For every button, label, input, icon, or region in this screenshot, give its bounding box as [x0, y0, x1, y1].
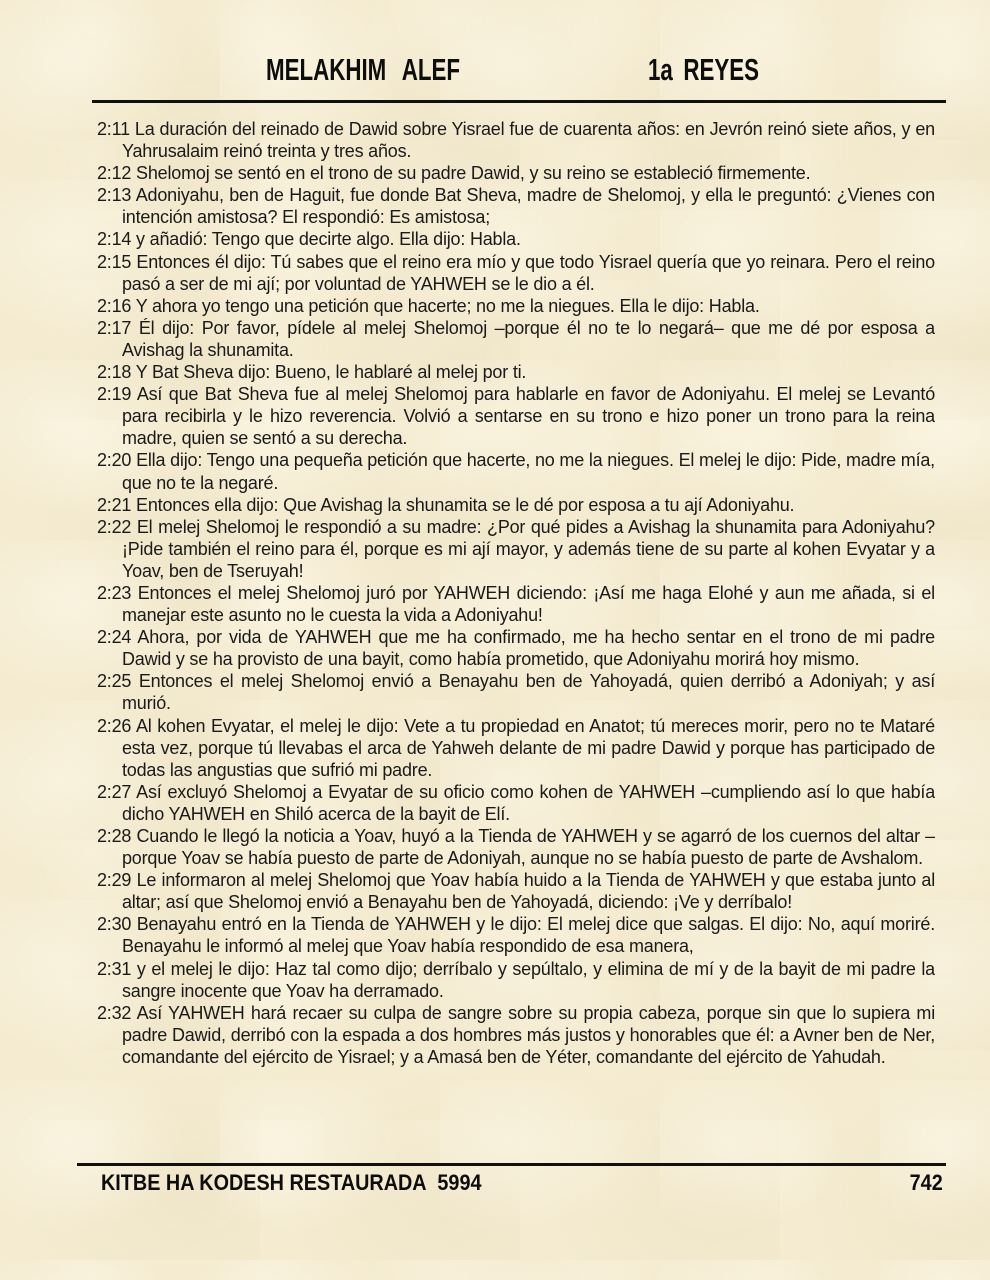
verse [97, 162, 935, 184]
verse-number: 2:15 [97, 251, 132, 272]
verse [97, 582, 935, 626]
verse [97, 361, 935, 383]
verse [97, 118, 935, 162]
footer-year: 5994 [437, 1170, 482, 1195]
verse-text: y añadió: Tengo que decirte algo. Ella dijo: Habla. [136, 229, 521, 250]
verse-number: 2:20 [97, 450, 132, 471]
verse-number: 2:29 [97, 870, 132, 891]
verse-text: Entonces el melej Shelomoj juró por YAHWEH diciendo: ¡Así me haga Elohé y aun me añada, si el manejar este asunto no le cuesta la vida a Adoniyahu! [122, 582, 935, 626]
verse-number: 2:17 [97, 317, 132, 338]
scripture-text [97, 118, 935, 1160]
verse-number: 2:24 [97, 627, 132, 648]
verse-number: 2:13 [97, 185, 132, 206]
verse-number: 2:28 [97, 826, 132, 846]
verse-text: Shelomoj se sentó en el trono de su padre Dawid, y su reino se estableció firmemente. [136, 163, 811, 184]
verse-text: Así que Bat Sheva fue al melej Shelomoj para hablarle en favor de Adoniyahu. El melej se Levantó para recibirla y le hizo reverencia. Volvió a sentarse en su trono e hizo poner un trono para la reina madre, quien se sentó a su derecha. [122, 384, 935, 449]
verse-text: La duración del reinado de Dawid sobre Yisrael fue de cuarenta años: en Jevrón reinó siete años, y en Yahrusalaim reinó treinta y tres años. [122, 119, 935, 162]
verse-number: 2:12 [97, 163, 132, 184]
verse-number: 2:19 [97, 384, 132, 405]
verse-number: 2:14 [97, 229, 132, 250]
verse-number: 2:27 [97, 781, 132, 802]
verse [97, 251, 935, 295]
footer-edition-label: KITBE HA KODESH RESTAURADA [101, 1170, 427, 1195]
verse-text: Entonces el melej Shelomoj envió a Benayahu ben de Yahoyadá, quien derribó a Adoniyah; y así murió. [122, 671, 935, 714]
verse [97, 516, 935, 582]
verse-text: Ahora, por vida de YAHWEH que me ha confirmado, me ha hecho sentar en el trono de mi padre Dawid y se ha provisto de una bayit, como había prometido, que Adoniyahu morirá hoy mismo. [122, 627, 935, 670]
footer-edition [101, 1170, 481, 1196]
verse-number: 2:21 [97, 494, 132, 515]
header-title-spanish: 1a REYES [648, 52, 760, 87]
verse-number: 2:32 [97, 1002, 132, 1023]
header-title-hebrew: MELAKHIM ALEF [266, 52, 460, 87]
verse-text: Ella dijo: Tengo una pequeña petición que hacerte, no me la niegues. El melej le dijo: Pide, madre mía, que no te la negaré. [122, 450, 935, 493]
verse-text: Al kohen Evyatar, el melej le dijo: Vete a tu propiedad en Anatot; tú mereces morir, pero no te Mataré esta vez, porque tú llevabas el arca de Yahweh delante de mi padre Dawid y porque has participado de todas las angustias que sufrió mi padre. [122, 715, 935, 780]
verse-text: El melej Shelomoj le respondió a su madre: ¿Por qué pides a Avishag la shunamita para Adoniyahu? ¡Pide también el reino para él, porque es mi ají mayor, y además tiene de su parte al kohen Evyatar y a Yoav, ben de Tseruyah! [122, 516, 935, 581]
verse-text: Así excluyó Shelomoj a Evyatar de su oficio como kohen de YAHWEH –cumpliendo así lo que había dicho YAHWEH en Shiló acerca de la bayit de Elí. [122, 781, 935, 824]
verse [97, 228, 935, 250]
header-divider [92, 100, 946, 103]
verse-number: 2:18 [97, 362, 132, 383]
verse-text: Entonces él dijo: Tú sabes que el reino era mío y que todo Yisrael quería que yo reinara. Pero el reino pasó a ser de mi ají; por voluntad de YAHWEH se le dio a él. [122, 251, 935, 294]
verse-text: Y ahora yo tengo una petición que hacerte; no me la niegues. Ella le dijo: Habla. [135, 295, 760, 316]
verse [97, 781, 935, 825]
verse-text: Entonces ella dijo: Que Avishag la shunamita se le dé por esposa a tu ají Adoniyahu. [136, 494, 795, 515]
verse-text: Le informaron al melej Shelomoj que Yoav había huido a la Tienda de YAHWEH y que estaba junto al altar; así que Shelomoj envió a Benayahu ben de Yahoyadá, diciendo: ¡Ve y derríbalo! [122, 870, 935, 913]
verse-number: 2:26 [97, 715, 132, 736]
verse-number: 2:23 [97, 582, 132, 603]
page-number: 742 [909, 1170, 943, 1195]
verse [97, 869, 935, 913]
verse-number: 2:25 [97, 671, 132, 692]
verse [97, 184, 935, 228]
verse-number: 2:11 [97, 119, 130, 139]
verse-number: 2:30 [97, 914, 132, 935]
verse-text: Benayahu entró en la Tienda de YAHWEH y le dijo: El melej dice que salgas. El dijo: No, aquí moriré. Benayahu le informó al melej que Yoav había respondido de esa manera, [122, 914, 935, 957]
verse [97, 449, 935, 493]
verse [97, 317, 935, 361]
verse-number: 2:22 [97, 516, 132, 537]
verse-number: 2:31 [97, 958, 132, 979]
verse-text: Cuando le llegó la noticia a Yoav, huyó a la Tienda de YAHWEH y se agarró de los cuernos del altar –porque Yoav se había puesto de parte de Adoniyah, aunque no se había puesto de parte de Avshalom. [122, 826, 935, 869]
verse [97, 383, 935, 449]
verse [97, 494, 935, 516]
verse-text: y el melej le dijo: Haz tal como dijo; derríbalo y sepúltalo, y elimina de mí y de la bayit de mi padre la sangre inocente que Yoav ha derramado. [122, 958, 935, 1001]
verse-text: Adoniyahu, ben de Haguit, fue donde Bat Sheva, madre de Shelomoj, y ella le preguntó: ¿Vienes con intención amistosa? El respondió: Es amistosa; [122, 185, 935, 228]
verse [97, 825, 935, 869]
verse [97, 958, 935, 1002]
verse [97, 1002, 935, 1068]
verse [97, 626, 935, 670]
verse [97, 295, 935, 317]
verse [97, 670, 935, 714]
verse [97, 715, 935, 781]
verse-text: Y Bat Sheva dijo: Bueno, le hablaré al melej por ti. [135, 362, 527, 383]
verse [97, 913, 935, 957]
verse-text: Él dijo: Por favor, pídele al melej Shelomoj –porque él no te lo negará– que me dé por esposa a Avishag la shunamita. [122, 317, 935, 360]
footer-divider [77, 1163, 946, 1166]
verse-text: Así YAHWEH hará recaer su culpa de sangre sobre su propia cabeza, porque sin que lo supiera mi padre Dawid, derribó con la espada a dos hombres más justos y honorables que él: a Avner ben de Ner, comandante del ejército de Yisrael; y a Amasá ben de Yéter, comandante del ejército de Yahudah. [122, 1002, 935, 1067]
verse-number: 2:16 [97, 295, 132, 316]
